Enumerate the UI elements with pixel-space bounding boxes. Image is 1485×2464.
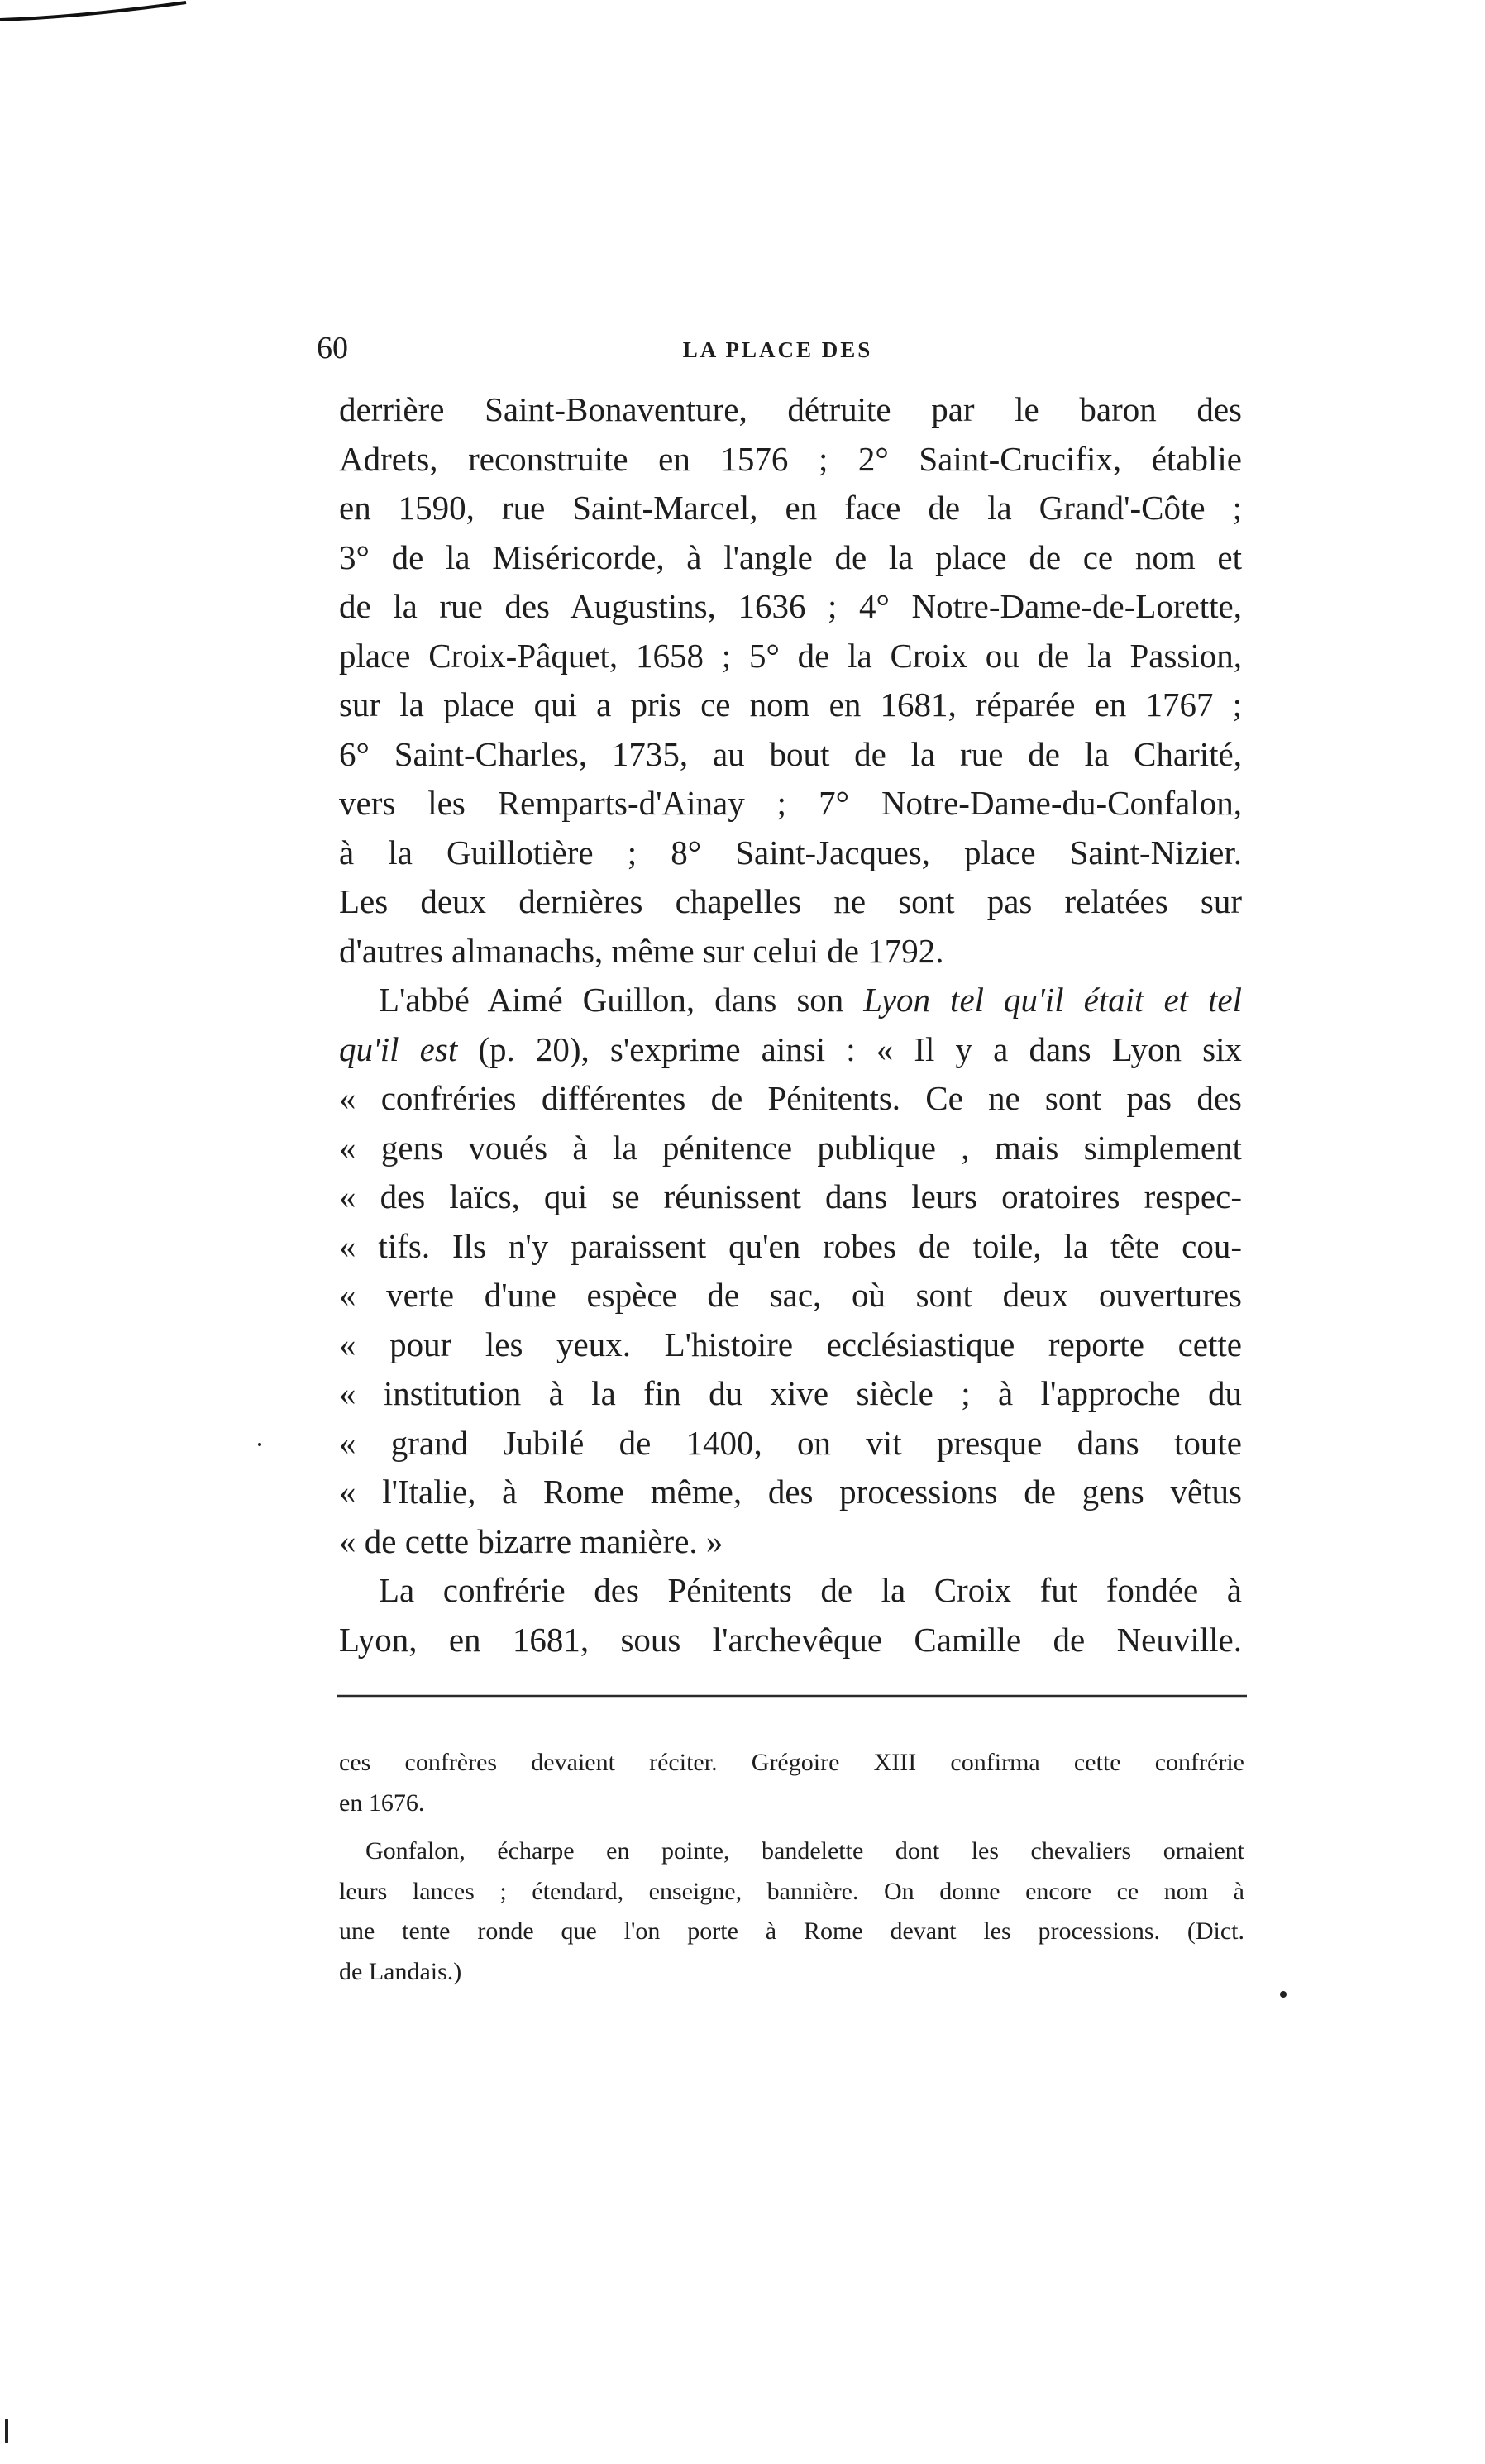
main-text <box>339 385 1242 1664</box>
quote-line: « l'Italie, à Rome même, des processions de gens vêtus <box>339 1473 1242 1511</box>
footnote <box>339 1743 1244 1823</box>
text-segment: L'abbé Aimé Guillon, dans son <box>379 981 864 1019</box>
quote-line: « de cette bizarre manière. » <box>339 1521 723 1560</box>
book-title-part: qu'il est <box>339 1029 458 1068</box>
text-line: Lyon, en 1681, sous l'archevêque Camille de Neuville. <box>339 1620 1242 1659</box>
text-line: de la rue des Augustins, 1636 ; 4° Notre-Dame-de-Lorette, <box>339 587 1242 625</box>
text-segment: (p. 20), s'exprime ainsi : « Il y a dans Lyon six <box>457 1029 1242 1068</box>
footnote-line: de Landais.) <box>339 1957 462 1985</box>
text-line: en 1590, rue Saint-Marcel, en face de la Grand'-Côte ; <box>339 489 1242 527</box>
text-line <box>339 976 1242 1025</box>
text-line: d'autres almanachs, même sur celui de 1792. <box>339 931 944 970</box>
text-line: à la Guillotière ; 8° Saint-Jacques, place Saint-Nizier. <box>339 833 1242 871</box>
text-line: Adrets, reconstruite en 1576 ; 2° Saint-Crucifix, établie <box>339 439 1242 478</box>
page-number: 60 <box>317 331 348 365</box>
ink-speck <box>1280 1991 1287 1998</box>
quote-line: « grand Jubilé de 1400, on vit presque dans toute <box>339 1423 1242 1462</box>
text-line <box>339 1025 1242 1075</box>
text-line: vers les Remparts-d'Ainay ; 7° Notre-Dame-du-Confalon, <box>339 784 1242 822</box>
quote-line: « pour les yeux. L'histoire ecclésiastique reporte cette <box>339 1325 1242 1363</box>
footnote-line: ces confrères devaient réciter. Grégoire XIII confirma cette confrérie <box>339 1749 1244 1776</box>
quote-line: « confréries différentes de Pénitents. Ce ne sont pas des <box>339 1079 1242 1117</box>
text-line: place Croix-Pâquet, 1658 ; 5° de la Croix ou de la Passion, <box>339 636 1242 675</box>
ink-speck <box>258 1443 261 1446</box>
quote-line: « institution à la fin du xive siècle ; à l'approche du <box>339 1374 1242 1412</box>
text-line: La confrérie des Pénitents de la Croix fut fondée à <box>379 1571 1242 1609</box>
text-line: Les deux dernières chapelles ne sont pas relatées sur <box>339 882 1242 920</box>
page-header <box>317 327 1239 369</box>
text-line: 3° de la Miséricorde, à l'angle de la place de ce nom et <box>339 537 1242 576</box>
text-line: 6° Saint-Charles, 1735, au bout de la rue de la Charité, <box>339 734 1242 773</box>
scan-artifact-stroke <box>0 0 190 23</box>
footnote-line: une tente ronde que l'on porte à Rome devant les processions. (Dict. <box>339 1917 1244 1945</box>
quote-line: « tifs. Ils n'y paraissent qu'en robes de toile, la tête cou- <box>339 1226 1242 1265</box>
running-title: LA PLACE DES <box>682 337 873 362</box>
book-title-part: Lyon tel qu'il était et tel <box>863 981 1243 1019</box>
ink-speck <box>5 2419 8 2443</box>
text-line: derrière Saint-Bonaventure, détruite par le baron des <box>339 390 1242 428</box>
footnote-separator <box>337 1694 1247 1698</box>
quote-line: « verte d'une espèce de sac, où sont deux ouvertures <box>339 1276 1242 1314</box>
footnote-line: leurs lances ; étendard, enseigne, bannière. On donne encore ce nom à <box>339 1877 1244 1905</box>
text-line: sur la place qui a pris ce nom en 1681, réparée en 1767 ; <box>339 685 1242 723</box>
footnote-line: Gonfalon, écharpe en pointe, bandelette dont les chevaliers ornaient <box>365 1837 1244 1865</box>
quote-line: « gens voués à la pénitence publique , mais simplement <box>339 1128 1242 1167</box>
footnote-line: en 1676. <box>339 1788 425 1817</box>
quote-line: « des laïcs, qui se réunissent dans leurs oratoires respec- <box>339 1177 1242 1215</box>
footnote <box>339 1831 1244 1992</box>
footnotes <box>339 1743 1244 1992</box>
